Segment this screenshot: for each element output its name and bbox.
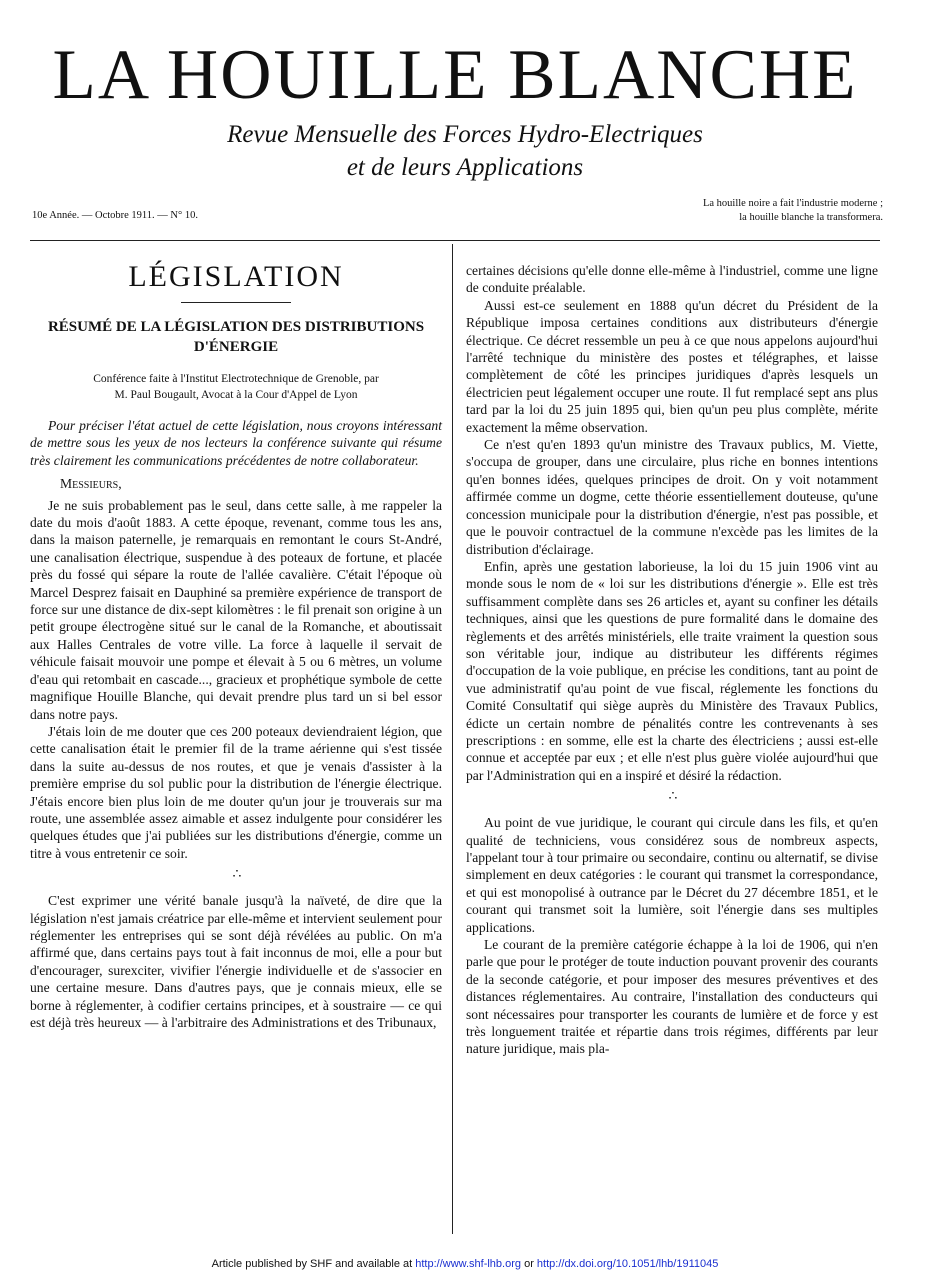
- paragraph: Je ne suis probablement pas le seul, dans cette salle, à me rappeler la date du mois d'août 1883. A cette époque, revenant, comme tous les ans, dans la maison paternelle, je remarquais en remontant le cours St-André, une canalisation électrique, suspendue à des poteaux de fortune, et placée près du fossé qui sépare la route de l'allée cavalière. C'était l'époque où Marcel Desprez faisait en Dauphiné sa première expérience de transport de force sur une distance de dix-sept kilomètres : le fil prenait son origine à un petit groupe électrogène situé sur le canal de la Romanche, et aboutissait aux Halles Centrales de votre ville. La force à laquelle il servait de véhicule faisait mouvoir une pompe et élevait à 5 ou 6 mètres, un volume d'eau qui retombait en cascade..., gracieux et prophétique symbole de cette magnifique Houille Blanche, qui devait prendre plus tard un si bel essor dans notre pays.: [30, 497, 442, 722]
- footer-or: or: [521, 1258, 537, 1270]
- section-ornament: ∴: [668, 789, 676, 805]
- right-column: [466, 262, 878, 1058]
- paragraph: Le courant de la première catégorie échappe à la loi de 1906, qui n'en parle que pour le protéger de toute induction pouvant provenir des courants de la seconde catégorie, et pour imposer des mesures préventives et des distances réglementaires. Au contraire, l'installation des conducteurs qui sont nécessaires pour transporter les courants de lumière et de force y est très longuement traitée et répartie dans trois régimes, différents par leur nature juridique, mais pla-: [466, 937, 878, 1057]
- journal-title: LA HOUILLE BLANCHE: [52, 36, 858, 114]
- section-title: LÉGISLATION: [128, 260, 344, 293]
- byline: [30, 371, 442, 403]
- journal-subtitle-line2: et de leurs Applications: [346, 154, 584, 181]
- paragraph: Aussi est-ce seulement en 1888 qu'un décret du Président de la République imposa certaines conditions aux distributeurs d'énergie électrique. Ce décret ressemble un peu à ce que nous appelons aujourd'hui l'arrêté technique du ministère des postes et télégraphes, et laisse complètement de côté les principes juridiques d'après lesquels un électricien peut légalement occuper une route. Il fut remplacé sept ans plus tard par la loi du 25 juin 1895 qui, bien qu'un peu plus complète, mérite exactement la même observation.: [466, 297, 878, 435]
- paragraph: Au point de vue juridique, le courant qui circule dans les fils, et qu'en qualité de techniciens, vous considérez sous de nombreux aspects, l'appelant tour à tour primaire ou secondaire, continu ou alternatif, se divise simplement en deux catégories : le courant qui transmet la correspondance, et qui est monopolisé à outrance par le Décret du 27 décembre 1851, et le courant qui transmet soit la lumière, soit l'énergie dans ses multiples applications.: [466, 815, 878, 935]
- article-title: [30, 317, 442, 357]
- motto-line2: la houille blanche la transformera.: [739, 212, 883, 223]
- paragraph: C'est exprimer une vérité banale jusqu'à la naïveté, de dire que la législation n'est jamais créatrice par elle-même et intervient seulement pour réglementer les entreprises qui se sont déjà révélées au public. On m'a affirmé que, dans certains pays tout à fait inconnus de moi, elle a pour but d'encourager, surexciter, vivifier l'énergie individuelle et de s'associer en une certaine mesure. Dans d'autres pays, que je connais mieux, elle se borne à réglementer, à codifier certains principes, et à soustraire — ce qui est déjà très heureux — à l'arbitraire des Administrations et des Tribunaux,: [30, 893, 442, 1030]
- byline-line1: Conférence faite à l'Institut Electrotechnique de Grenoble, par: [93, 373, 379, 385]
- footer-citation: [0, 1258, 930, 1270]
- paragraph: Ce n'est qu'en 1893 qu'un ministre des Travaux publics, M. Viette, s'occupa de grouper, dans une circulaire, plus riche en bonnes intentions qu'en bonnes idées, quelques principes de droit. On y voit notamment affirmée comme un dogme, cette théorie essentiellement douteuse, qu'une concession municipale pour la distribution d'énergie, n'est pas possible, et que le pouvoir contractuel de la commune n'excède pas les limites de la distribution d'éclairage.: [466, 437, 878, 557]
- header-divider: [30, 240, 880, 241]
- editorial-intro: Pour préciser l'état actuel de cette législation, nous croyons intéressant de mettre sous les yeux de nos lecteurs la conférence suivante qui résume très clairement les communications précédentes de notre collaborateur.: [30, 418, 442, 468]
- paragraph: certaines décisions qu'elle donne elle-même à l'industriel, comme une ligne de conduite préalable.: [466, 263, 878, 296]
- left-column: [30, 258, 442, 1031]
- section-ornament: ∴: [232, 867, 240, 883]
- journal-motto: [703, 197, 883, 225]
- journal-subtitle-line1: Revue Mensuelle des Forces Hydro-Electriques: [227, 121, 703, 148]
- section-rule: [181, 302, 291, 303]
- article-title-line1: RÉSUMÉ DE LA LÉGISLATION DES DISTRIBUTIONS: [47, 319, 425, 335]
- shf-link[interactable]: http://www.shf-lhb.org: [415, 1258, 522, 1270]
- doi-link[interactable]: http://dx.doi.org/10.1051/lhb/1911045: [536, 1258, 719, 1270]
- salutation: Messieurs,: [60, 476, 122, 492]
- column-rule: [452, 244, 453, 1234]
- issue-info: 10e Année. — Octobre 1911. — N° 10.: [32, 210, 198, 221]
- byline-line2: M. Paul Bougault, Avocat à la Cour d'Appel de Lyon: [114, 389, 358, 401]
- paragraph: J'étais loin de me douter que ces 200 poteaux deviendraient légion, que cette canalisation était le premier fil de la trame aérienne qui s'est tissée dans la suite au-dessus de nos routes, et que je venais d'assister à la première emprise du sol public pour la distribution de l'énergie électrique. J'étais encore bien plus loin de me douter qu'un jour je trouverais sur ma route, une assemblée assez aimable et assez indulgente pour considérer les quelques études que j'ai publiées sur les distributions d'énergie, comme un titre à vous entretenir ce soir.: [30, 723, 442, 861]
- paragraph: Enfin, après une gestation laborieuse, la loi du 15 juin 1906 vint au monde sous le nom de « loi sur les distributions d'énergie ». Elle est très suffisamment complète dans ses 26 articles et, ayant su confiner les détails techniques, ainsi que les questions de pure formalité dans le domaine des règlements et des arrêtés ministériels, elle traite vraiment la question sous son véritable jour, indique au distributeur les différents régimes d'occupation de la voie publique, en précise les conditions, tant au point de vue administratif qu'au point de vue fiscal, réglemente les fonctions du Comité Consultatif qui siège auprès du Ministère des Travaux Publics, édicte un certain nombre de pénalités contre les contrevenants à ses prescriptions : en somme, elle est la charte des électriciens ; aussi est-elle connue et acceptée par eux ; et elle n'est plus guère violée aujourd'hui que par l'Administration qui en a inspiré et désiré la rédaction.: [466, 558, 878, 783]
- article-title-line2: D'ÉNERGIE: [193, 339, 279, 355]
- motto-line1: La houille noire a fait l'industrie moderne ;: [702, 198, 883, 209]
- footer-text: Article published by SHF and available at: [211, 1258, 416, 1270]
